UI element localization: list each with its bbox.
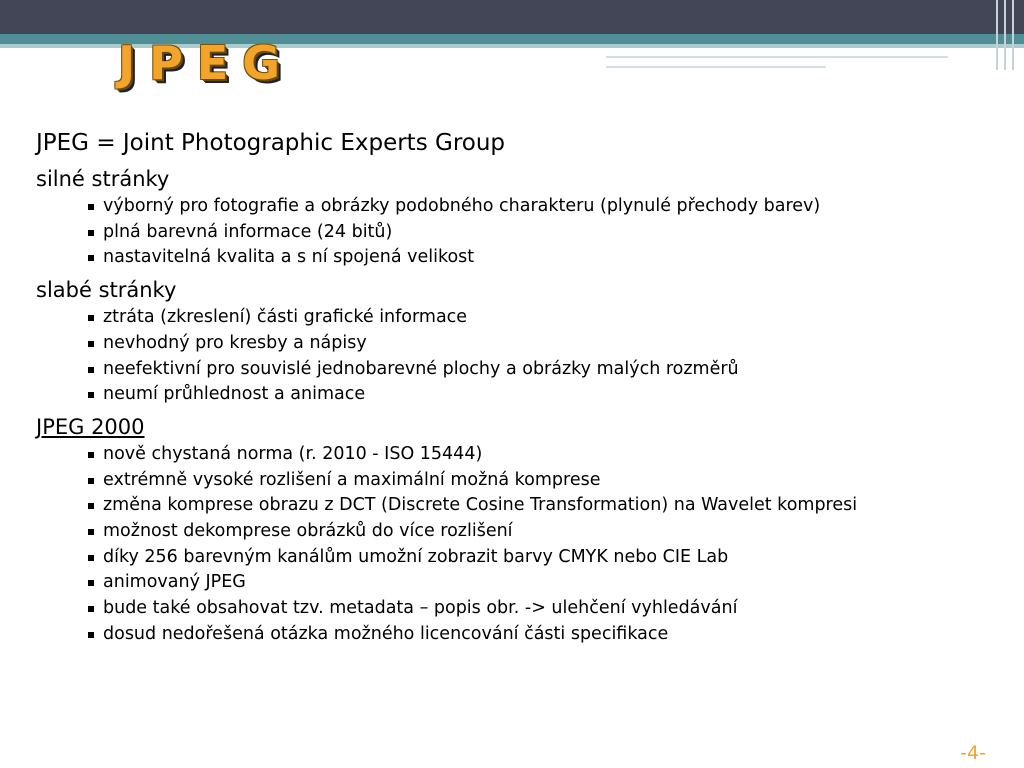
list-item: nově chystaná norma (r. 2010 - ISO 15444): [86, 442, 1006, 468]
list-item: možnost dekomprese obrázků do více rozlišení: [86, 519, 1006, 545]
jpeg2000-list: [36, 442, 1006, 648]
list-item: plná barevná informace (24 bitů): [86, 220, 1006, 246]
list-item: nastavitelná kvalita a s ní spojená velikost: [86, 245, 1006, 271]
list-item: neefektivní pro souvislé jednobarevné plochy a obrázky malých rozměrů: [86, 357, 1006, 383]
list-item: neumí průhlednost a animace: [86, 382, 1006, 408]
decorative-line: [606, 56, 948, 58]
page-number: -4-: [960, 742, 986, 764]
section-title-jpeg2000-link[interactable]: JPEG 2000: [36, 414, 145, 439]
slide-body: [36, 126, 1006, 648]
header-dark-bar: [0, 0, 1024, 34]
section-title-strengths: silné stránky: [36, 167, 170, 191]
decorative-vertical-line: [996, 0, 998, 70]
list-item: výborný pro fotografie a obrázky podobného charakteru (plynulé přechody barev): [86, 194, 1006, 220]
weaknesses-list: [36, 305, 1006, 408]
list-item: ztráta (zkreslení) části grafické informace: [86, 305, 1006, 331]
list-item: nevhodný pro kresby a nápisy: [86, 331, 1006, 357]
slide-heading: JPEG = Joint Photographic Experts Group: [36, 130, 506, 156]
decorative-vertical-line: [1004, 0, 1006, 70]
decorative-line: [606, 66, 826, 68]
list-item: změna komprese obrazu z DCT (Discrete Cosine Transformation) na Wavelet kompresi: [86, 493, 1006, 519]
decorative-vertical-line: [1012, 0, 1014, 70]
list-item: bude také obsahovat tzv. metadata – popis obr. -> ulehčení vyhledávání: [86, 596, 1006, 622]
list-item: dosud nedořešená otázka možného licencování části specifikace: [86, 622, 1006, 648]
list-item: extrémně vysoké rozlišení a maximální možná komprese: [86, 468, 1006, 494]
list-item: díky 256 barevným kanálům umožní zobrazit barvy CMYK nebo CIE Lab: [86, 545, 1006, 571]
strengths-list: [36, 194, 1006, 271]
section-title-weaknesses: slabé stránky: [36, 278, 177, 303]
slide-title: JPEG: [118, 36, 295, 90]
list-item: animovaný JPEG: [86, 570, 1006, 596]
